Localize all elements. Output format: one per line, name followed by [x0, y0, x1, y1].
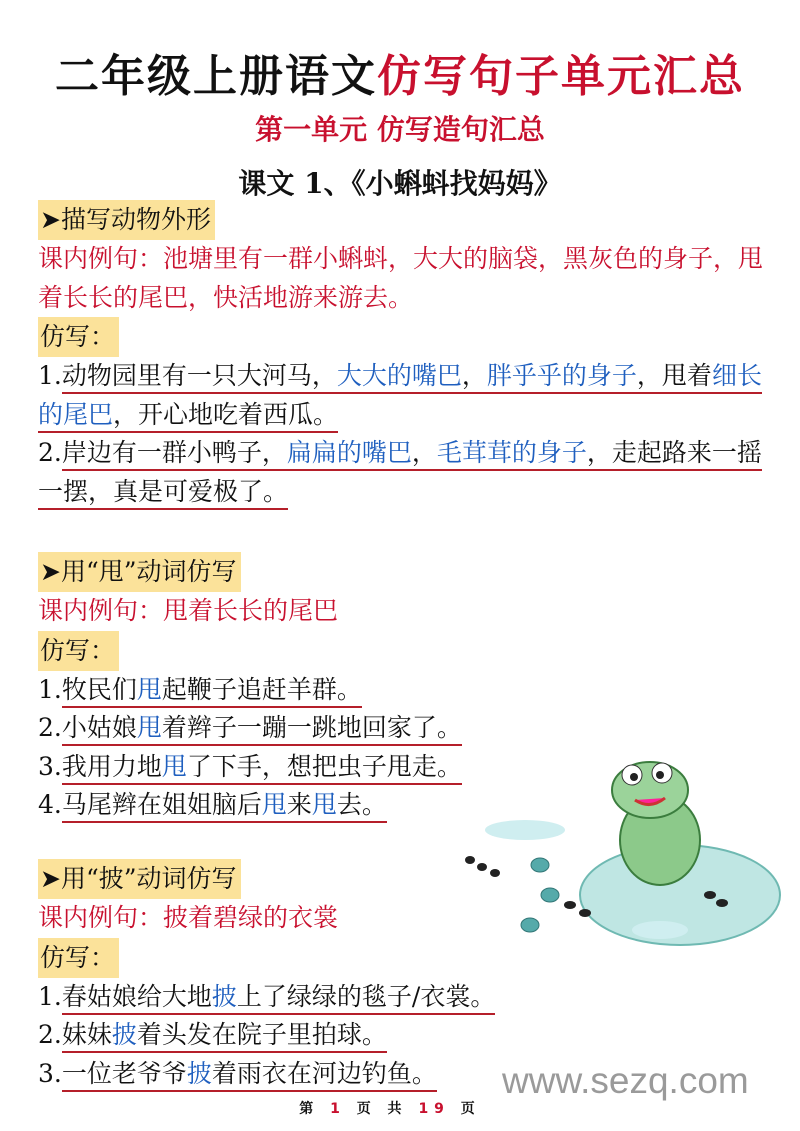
practice-sentence — [38, 709, 768, 748]
sentence-number: 1. — [38, 361, 62, 390]
sentence-text: 春姑娘给大地 — [61, 981, 212, 1011]
sentence-text: 岸边有一群小鸭子， — [61, 438, 287, 467]
sentence-number: 3. — [38, 1058, 62, 1088]
sentence-text: 着头发在院子里拍球。 — [136, 1020, 387, 1049]
sentence-underline — [62, 1020, 387, 1053]
sentence-text: 来 — [286, 790, 312, 819]
sentence-number: 2. — [38, 438, 62, 467]
highlighted-phrase: 甩 — [136, 674, 162, 704]
practice-label-wrap — [38, 631, 768, 671]
practice-label: 仿写： — [38, 938, 119, 978]
title-black: 二年级上册语文 — [55, 51, 377, 102]
lesson-title: 课文 1、《小蝌蚪找妈妈》 — [238, 167, 562, 200]
sentence-text: 妹妹 — [61, 1020, 112, 1049]
sentence-underline — [62, 752, 462, 785]
footer-text: 页 — [460, 1101, 481, 1117]
sentence-number: 1. — [38, 981, 62, 1011]
page-title — [0, 40, 800, 104]
example-sentence: 课内例句：甩着长长的尾巴 — [38, 596, 339, 625]
practice-sentence — [38, 434, 768, 511]
sentence-text: ，开心地吃着西瓜。 — [113, 399, 339, 429]
section-header: ➤用“甩”动词仿写 — [38, 552, 241, 592]
sentence-text: 动物园里有一只大河马， — [61, 361, 337, 390]
highlighted-phrase: 细长的尾巴 — [38, 361, 762, 429]
sentence-underline — [62, 713, 462, 746]
section-header: ➤描写动物外形 — [38, 200, 215, 240]
practice-label: 仿写： — [38, 631, 119, 671]
current-page: 1 — [330, 1101, 346, 1117]
sentence-underline — [62, 1059, 437, 1092]
practice-sentence — [38, 671, 768, 710]
practice-label-wrap — [38, 317, 768, 357]
title-red: 仿写句子单元汇总 — [377, 51, 745, 102]
sentence-text: 去。 — [336, 790, 387, 819]
sentence-text: 上了绿绿的毯子/衣裳。 — [236, 981, 496, 1011]
sentence-text: 着雨衣在河边钓鱼。 — [211, 1058, 437, 1088]
footer-text: 第 — [299, 1101, 320, 1117]
total-pages: 19 — [418, 1101, 450, 1117]
watermark: www.sezq.com — [502, 1060, 749, 1101]
highlighted-phrase: 甩 — [261, 790, 287, 819]
page-footer — [0, 1098, 780, 1118]
practice-sentence — [38, 1016, 768, 1055]
highlighted-phrase: 甩 — [136, 713, 162, 742]
footer-text: 页 共 — [356, 1101, 408, 1117]
sentence-number: 2. — [38, 713, 62, 742]
sentence-text: 了下手，想把虫子甩走。 — [186, 751, 462, 781]
sentence-text: 起鞭子追赶羊群。 — [161, 674, 362, 704]
highlighted-phrase: 甩 — [161, 751, 187, 781]
sentence-text: ， — [411, 438, 437, 467]
unit-subtitle: 第一单元 仿写造句汇总 — [255, 113, 545, 146]
sentence-number: 3. — [38, 751, 62, 781]
sentence-number: 2. — [38, 1020, 62, 1049]
highlighted-phrase: 胖乎乎的身子 — [486, 361, 637, 390]
sentence-text: ，甩着 — [636, 361, 712, 390]
sentence-text: 着辫子一蹦一跳地回家了。 — [161, 713, 462, 742]
highlighted-phrase: 披 — [111, 1020, 137, 1049]
highlighted-phrase: 披 — [186, 1058, 212, 1088]
practice-label: 仿写： — [38, 317, 119, 357]
practice-sentence — [38, 978, 768, 1017]
sentence-text: ，走起路来一摇一摆，真是可爱极了。 — [38, 438, 762, 506]
sentence-underline — [62, 675, 362, 708]
section-appearance — [38, 200, 768, 511]
example-sentence: 课内例句：池塘里有一群小蝌蚪，大大的脑袋，黑灰色的身子，甩着长长的尾巴，快活地游来游去。 — [38, 244, 764, 312]
example-sentence: 课内例句：披着碧绿的衣裳 — [38, 903, 339, 932]
sentence-text: 小姑娘 — [61, 713, 137, 742]
sentence-text: 一位老爷爷 — [61, 1058, 187, 1088]
highlighted-phrase: 甩 — [311, 790, 337, 819]
sentence-underline — [62, 982, 495, 1015]
sentence-number: 4. — [38, 790, 62, 819]
highlighted-phrase: 披 — [211, 981, 237, 1011]
highlighted-phrase: 大大的嘴巴 — [336, 361, 462, 390]
frog-illustration — [450, 755, 790, 955]
section-header-wrap — [38, 200, 768, 240]
sentence-text: ， — [461, 361, 487, 390]
sentence-number: 1. — [38, 674, 62, 704]
sentence-underline — [62, 790, 387, 823]
sentence-text: 我用力地 — [61, 751, 162, 781]
section-header-wrap — [38, 552, 768, 592]
sentence-text: 牧民们 — [61, 674, 137, 704]
section-header: ➤用“披”动词仿写 — [38, 859, 241, 899]
sentence-text: 马尾辫在姐姐脑后 — [61, 790, 262, 819]
sentence-underline — [38, 438, 762, 510]
practice-sentence — [38, 357, 768, 434]
highlighted-phrase: 扁扁的嘴巴 — [286, 438, 412, 467]
highlighted-phrase: 毛茸茸的身子 — [436, 438, 587, 467]
sentence-underline — [38, 361, 762, 433]
